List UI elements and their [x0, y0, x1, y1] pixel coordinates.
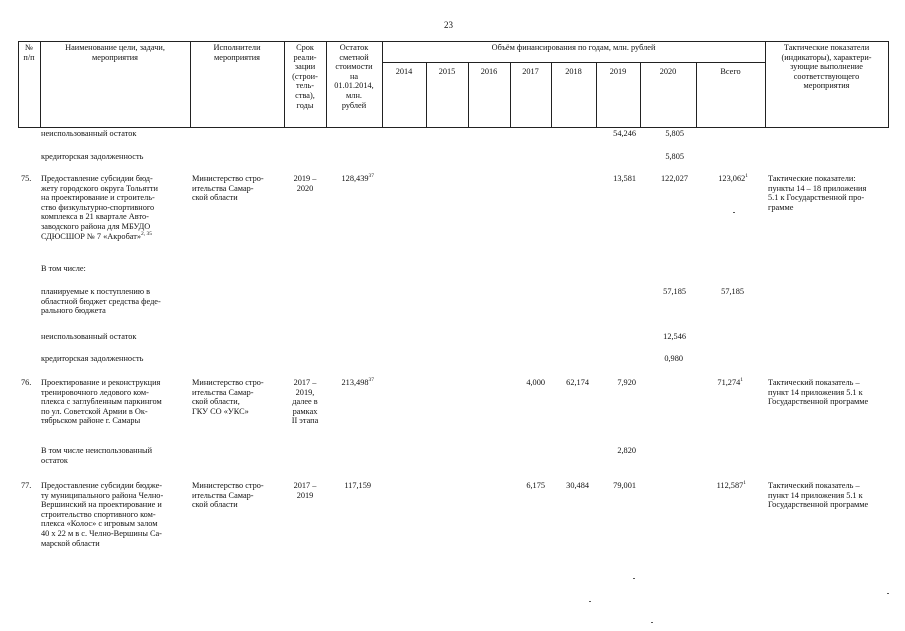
row-name: кредиторская задолженность: [41, 354, 144, 363]
scan-speck: [633, 578, 635, 579]
row-number: 75.: [21, 174, 32, 183]
cell-2020: 5,805: [665, 129, 684, 138]
header-remainder: Остаток сметной стоимости на 01.01.2014, млн. рублей: [334, 43, 374, 110]
row-number: 76.: [21, 378, 32, 387]
row-executors: Министерство стро- ительства Самар- ской области: [192, 481, 264, 510]
page-number: 23: [444, 20, 453, 30]
header-name: Наименование цели, задачи, мероприятия: [65, 43, 165, 62]
cell-2020: 5,805: [665, 152, 684, 161]
row-name: планируемые к поступлению в областной бюджет средства феде- рального бюджета: [41, 287, 161, 316]
row-name: Предоставление субсидии бюд- жету городского округа Тольятти на проектирование и строитель- ство физкультурно-спортивного комплекса в 21 квартале Авто- заводского района для МБУДО СДЮСШОР № 7 «Акробат»$^{2, 35}$: [41, 174, 158, 241]
scan-speck: [589, 601, 591, 602]
header-total: Всего: [720, 67, 741, 76]
header-year-2014: 2014: [395, 67, 413, 76]
row-term: 2019 – 2020: [293, 174, 317, 193]
row-term: 2017 – 2019, далее в рамках II этапа: [291, 378, 319, 426]
row-name: Проектирование и реконструкция тренировочного ледового ком- плекса с заглубленным паркингом по ул. Советской Армии в Ок- тябрьском районе г. Самары: [41, 378, 162, 426]
cell-2020: 122,027: [661, 174, 688, 183]
header-term: Срок реали- зации (строи- тель- ства), годы: [292, 43, 318, 110]
header-year-2015: 2015: [438, 67, 456, 76]
cell-2019: 7,920: [617, 378, 636, 387]
row-name: Предоставление субсидии бюдже- ту муниципального района Челно- Вершинский на проектирование и строительство спортивного ком- плекса «Колос» с игровым залом 40 х 22 м в с. Челно-Вершины Са- марской области: [41, 481, 164, 548]
row-indicators: Тактические показатели: пункты 14 – 18 приложения 5.1 к Государственной про- грамме: [768, 174, 867, 212]
header-year-2016: 2016: [480, 67, 498, 76]
cell-2020: 0,980: [664, 354, 683, 363]
cell-2017: 4,000: [526, 378, 545, 387]
row-executors: Министерство стро- ительства Самар- ской области, ГКУ СО «УКС»: [192, 378, 264, 416]
cell-total: 123,062$^1$: [718, 173, 748, 183]
row-term: 2017 – 2019: [293, 481, 317, 500]
cell-2018: 30,484: [566, 481, 589, 490]
cell-2019: 13,581: [613, 174, 636, 183]
row-number: 77.: [21, 481, 32, 490]
cell-2019: 54,246: [613, 129, 636, 138]
row-executors: Министерство стро- ительства Самар- ской области: [192, 174, 264, 203]
header-year-2019: 2019: [609, 67, 627, 76]
header-year-2017: 2017: [522, 67, 539, 76]
cell-2018: 62,174: [566, 378, 589, 387]
header-indicators: Тактические показатели (индикаторы), характери- зующие выполнение соответствующего мероприятия: [781, 43, 872, 91]
cell-total: 112,587$^1$: [716, 480, 746, 490]
row-name: В том числе неиспользованный остаток: [41, 446, 153, 465]
cell-total: 71,274$^1$: [717, 377, 743, 387]
cell-2020: 12,546: [663, 332, 686, 341]
row-indicators: Тактический показатель – пункт 14 приложения 5.1 к Государственной программе: [768, 481, 869, 510]
row-name: неиспользованный остаток: [41, 129, 137, 138]
cell-total: 57,185: [721, 287, 744, 296]
row-name: неиспользованный остаток: [41, 332, 137, 341]
header-year-2018: 2018: [565, 67, 582, 76]
header-executors: Исполнители мероприятия: [213, 43, 261, 62]
scan-speck: [733, 212, 735, 213]
cell-2020: 57,185: [663, 287, 686, 296]
header-year-2020: 2020: [659, 67, 677, 76]
scan-speck: [887, 593, 889, 594]
cell-2019: 79,001: [613, 481, 636, 490]
row-remainder: 117,159: [344, 481, 371, 490]
scan-speck: [651, 622, 653, 623]
row-name: кредиторская задолженность: [41, 152, 144, 161]
row-remainder: 128,439$^{37}$: [341, 173, 374, 183]
header-financing: Объём финансирования по годам, млн. рублей: [491, 43, 656, 52]
cell-2019: 2,820: [617, 446, 636, 455]
header-number: № п/п: [23, 43, 35, 62]
row-remainder: 213,498$^{37}$: [341, 377, 374, 387]
row-name: В том числе:: [41, 264, 86, 273]
cell-2017: 6,175: [526, 481, 545, 490]
row-indicators: Тактический показатель – пункт 14 приложения 5.1 к Государственной программе: [768, 378, 869, 407]
